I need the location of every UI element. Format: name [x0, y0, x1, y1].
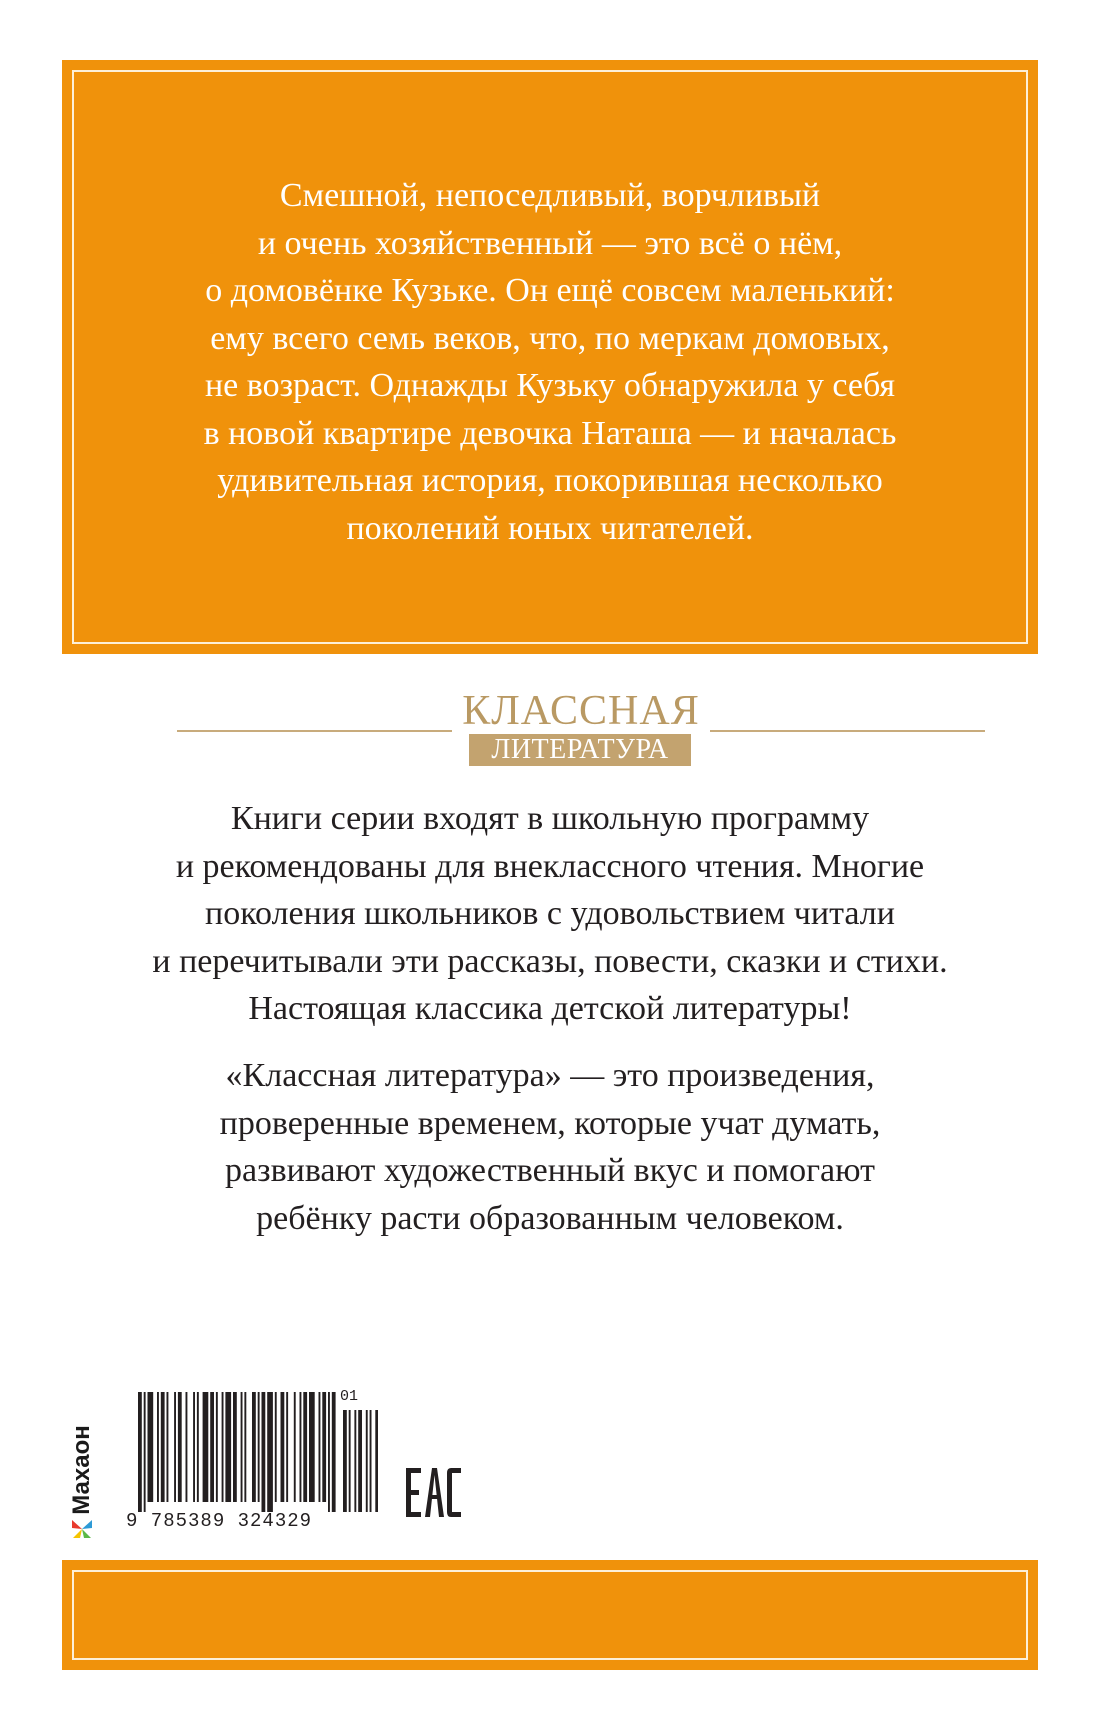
barcode-bar: [197, 1392, 199, 1502]
annotation-line: о домовёнке Кузьке. Он ещё совсем маленький:: [205, 272, 895, 309]
logo-rule-left: [177, 730, 452, 732]
barcode-bar: [203, 1392, 209, 1502]
barcode-bar: [241, 1392, 243, 1502]
barcode-bar: [138, 1392, 142, 1512]
barcode-bar: [332, 1392, 336, 1512]
isbn-barcode: [138, 1392, 378, 1527]
barcode-bar: [309, 1392, 315, 1502]
barcode-bar: [167, 1392, 169, 1502]
barcode-bar: [157, 1392, 159, 1502]
annotation-line: не возраст. Однажды Кузьку обнаружила у себя: [204, 367, 896, 404]
barcode-bar: [267, 1392, 273, 1512]
barcode-addon-bar: [349, 1410, 351, 1512]
barcode-bar: [328, 1392, 330, 1512]
barcode-bar: [178, 1392, 182, 1502]
isbn-number: 9 785389 324329: [126, 1510, 313, 1532]
series-line: Настоящая классика детской литературы!: [248, 990, 852, 1027]
annotation-line: удивительная история, покорившая несколько: [217, 462, 883, 499]
barcode-addon-bar: [354, 1410, 356, 1512]
annotation-text: [62, 172, 1038, 552]
barcode-bar: [186, 1392, 188, 1502]
series-line: развивают художественный вкус и помогают: [225, 1152, 875, 1189]
barcode-addon-bar: [358, 1410, 362, 1512]
series-description-2: [0, 1052, 1100, 1242]
barcode-bar: [148, 1392, 154, 1502]
logo-rule-right: [710, 730, 985, 732]
series-line: и рекомендованы для внеклассного чтения. Многие: [175, 847, 925, 885]
series-line: проверенные временем, которые учат думать,: [219, 1104, 881, 1142]
barcode-bar: [144, 1392, 146, 1512]
barcode-bar: [244, 1392, 246, 1502]
publisher-logo: [62, 1395, 102, 1545]
barcode-bar: [300, 1392, 302, 1502]
barcode-bar: [303, 1392, 307, 1502]
barcode-addon-bar: [375, 1410, 378, 1512]
series-title: КЛАССНАЯ: [462, 688, 700, 734]
publisher-name: Махаон: [68, 1425, 95, 1515]
barcode-bar: [225, 1392, 231, 1502]
barcode-bar: [294, 1392, 296, 1502]
annotation-line: поколений юных читателей.: [346, 509, 754, 547]
bottom-band: [62, 1560, 1038, 1670]
annotation-line: Смешной, непоседливый, ворчливый: [279, 177, 821, 214]
series-line: ребёнку расти образованным человеком.: [256, 1199, 844, 1237]
series-line: и перечитывали эти рассказы, повести, сказки и стихи.: [152, 942, 948, 980]
annotation-line: ему всего семь веков, что, по меркам домовых,: [210, 319, 890, 357]
barcode-addon-bar: [370, 1410, 372, 1512]
series-description-1: [0, 795, 1100, 1033]
barcode-addon: 01: [340, 1388, 359, 1405]
barcode-addon-bar: [366, 1410, 368, 1512]
series-line: «Классная литература» — это произведения,: [225, 1057, 875, 1094]
barcode-addon-bar: [343, 1410, 347, 1512]
barcode-bar: [222, 1392, 224, 1502]
barcode-bar: [233, 1392, 237, 1502]
series-line: поколения школьников с удовольствием читали: [205, 895, 895, 932]
annotation-line: и очень хозяйственный — это всё о нём,: [257, 224, 843, 262]
bottom-band-frame: [72, 1570, 1028, 1660]
barcode-bar: [210, 1392, 214, 1502]
barcode-bar: [322, 1392, 326, 1502]
eac-mark-icon: [405, 1465, 463, 1520]
barcode-bar: [286, 1392, 288, 1502]
barcode-bar: [174, 1392, 176, 1502]
annotation-line: в новой квартире девочка Наташа — и началась: [203, 414, 897, 452]
butterfly-icon: [70, 1517, 94, 1541]
barcode-bar: [161, 1392, 165, 1502]
barcode-bar: [275, 1392, 277, 1502]
barcode-bars: [138, 1392, 378, 1512]
barcode-bar: [216, 1392, 218, 1502]
series-line: Книги серии входят в школьную программу: [230, 800, 870, 837]
barcode-bar: [193, 1392, 195, 1502]
barcode-bar: [252, 1392, 256, 1502]
barcode-bar: [258, 1392, 260, 1502]
annotation-panel: [62, 60, 1038, 654]
barcode-bar: [262, 1392, 266, 1512]
series-logo: [0, 690, 1100, 770]
series-subtitle: ЛИТЕРАТУРА: [469, 734, 691, 766]
barcode-bar: [281, 1392, 285, 1502]
barcode-bar: [319, 1392, 321, 1502]
